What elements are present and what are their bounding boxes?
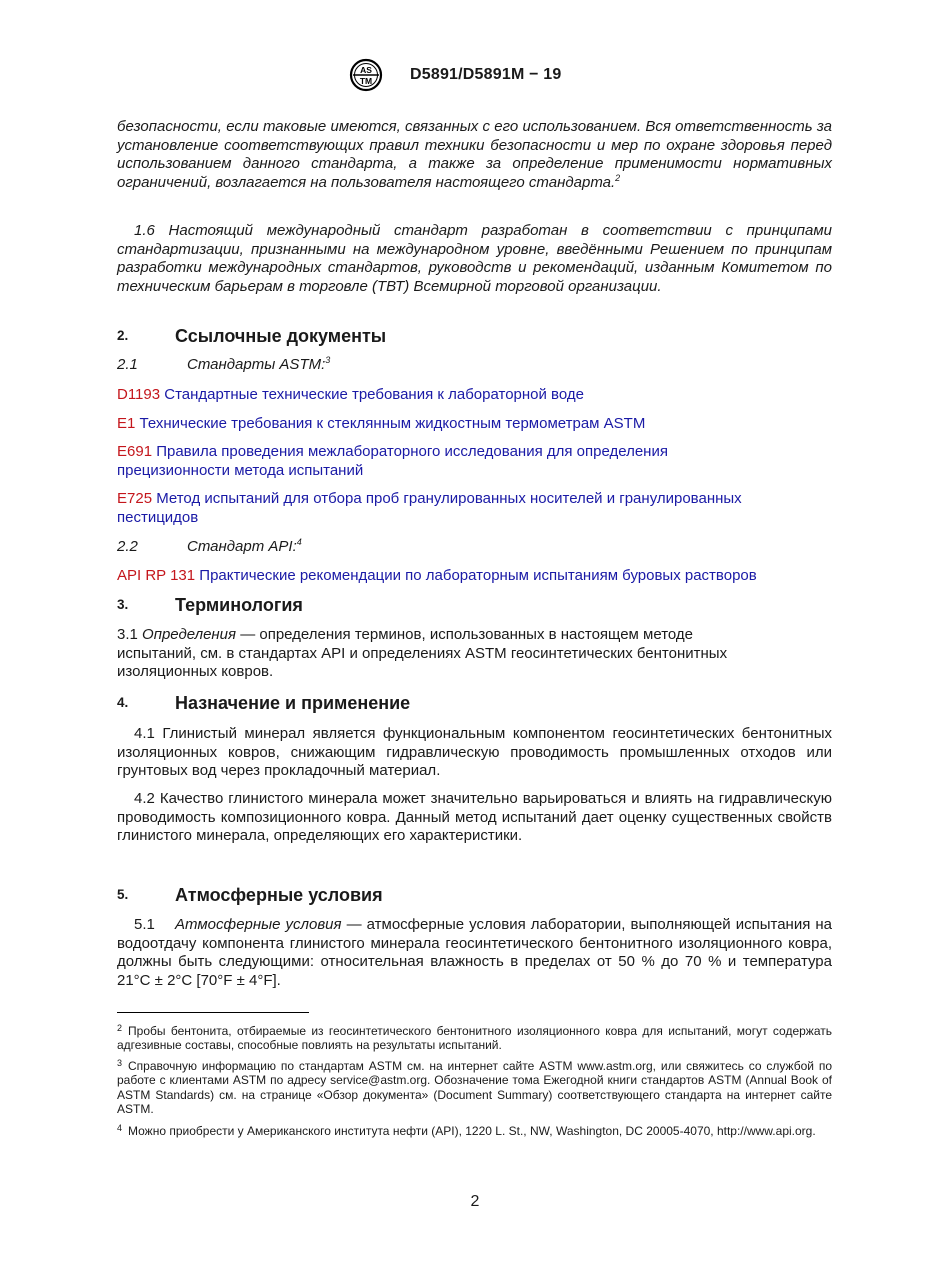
footnote-4: $^4$ Можно приобрести у Американского института нефти (API), 1220 L. St., NW, Washington, DC 20005-4070, http://www.api.org. xyxy=(117,1123,816,1138)
footnote-ref-3[interactable]: 3 xyxy=(325,355,331,365)
footnote-ref-2[interactable]: 2 xyxy=(615,172,621,183)
term-definitions: Определения xyxy=(142,626,237,643)
svg-text:TM: TM xyxy=(359,76,373,86)
footnote-divider xyxy=(117,1012,309,1013)
paragraph-1-6: 1.6 Настоящий международный стандарт разработан в соответствии с принципами стандартизации, признанными на международном уровне, введёнными Решением по принципам разработки международных стандартов, руководств и рекомендаций, изданным Комитетом по техническим барьерам в торговле (ТВТ) Всемирной торговой организации. xyxy=(117,222,832,295)
reference-e691[interactable]: E691 Правила проведения межлабораторного исследования для определения прецизионности метода испытаний xyxy=(117,443,668,479)
paragraph-4-1: 4.1 Глинистый минерал является функциональным компонентом геосинтетических бентонитных изоляционных ковров, снижающим гидравлическую проводимость промышленных отходов или грунтовых вод через прокладочный материал. xyxy=(117,725,832,780)
subsection-2-2: 2.2 Стандарт API:$^4$ xyxy=(117,537,302,555)
subsection-2-1: 2.1 Стандарты ASTM:$^3$ xyxy=(117,355,331,373)
section-5-heading: 5. Атмосферные условия xyxy=(117,885,383,905)
footnote-ref-4[interactable]: 4 xyxy=(296,537,302,547)
section-2-heading: 2. Ссылочные документы xyxy=(117,326,387,346)
paragraph-5-1: 5.1 Атмосферные условия — атмосферные условия лаборатории, выполняющей испытания на водоотдачу компонента глинистого минерала геосинтетического бентонитного изоляционного ковра, должны быть следующими: относительная влажность в пределах от 50 % до 70 % и температура 21°C ± 2°C [70°F ± 4°F]. xyxy=(117,916,832,989)
document-designation: D5891/D5891M − 19 xyxy=(410,66,562,83)
paragraph-3-1: 3.1 Определения — определения терминов, использованных в настоящем методе испытаний, см. в стандартах API и определениях ASTM геосинтетических бентонитных изоляционных ковров. xyxy=(117,626,728,681)
term-atmospheric-conditions: Атмосферные условия xyxy=(175,916,342,933)
reference-api-rp-131[interactable]: API RP 131 Практические рекомендации по лабораторным испытаниям буровых растворов xyxy=(117,567,757,584)
page-number: 2 xyxy=(470,1193,480,1210)
section-4-heading: 4. Назначение и применение xyxy=(117,693,411,713)
reference-e725[interactable]: E725 Метод испытаний для отбора проб гранулированных носителей и гранулированных пестицидов xyxy=(117,490,742,526)
astm-logo-icon xyxy=(348,58,384,92)
section-3-heading: 3. Терминология xyxy=(117,595,303,615)
paragraph-4-2: 4.2 Качество глинистого минерала может значительно варьироваться и влиять на гидравлическую проводимость композиционного ковра. Данный метод испытаний дает оценку существенных свойств глинистого минерала, определяющих его характеристики. xyxy=(117,790,832,845)
reference-d1193[interactable]: D1193 Стандартные технические требования к лабораторной воде xyxy=(117,386,584,403)
svg-text:AS: AS xyxy=(360,65,372,75)
footnote-3: $^3$ Справочную информацию по стандартам ASTM см. на интернет сайте ASTM www.astm.org, или свяжитесь со службой по работе с клиентами ASTM по адресу service@astm.org. Обозначение тома Ежегодной книги стандартов ASTM (Annual Book of ASTM Standards) см. на странице «Обзор документа» (Document Summary) соответствующего стандарта на интернет сайте ASTM. xyxy=(117,1058,832,1116)
footnote-2: $^2$ Пробы бентонита, отбираемые из геосинтетического бентонитного изоляционного ковра для испытаний, могут содержать адгезивные составы, способные повлиять на результаты испытаний. xyxy=(117,1023,832,1053)
intro-paragraph: безопасности, если таковые имеются, связанных с его использованием. Вся ответственность за установление соответствующих правил техники безопасности и мер по охране здоровья перед использованием данного стандарта, а также за определение применимости нормативных ограничений, возлагается на пользователя настоящего стандарта.$^2$ xyxy=(117,118,832,191)
reference-e1[interactable]: E1 Технические требования к стеклянным жидкостным термометрам ASTM xyxy=(117,415,646,432)
page-header xyxy=(348,58,562,92)
